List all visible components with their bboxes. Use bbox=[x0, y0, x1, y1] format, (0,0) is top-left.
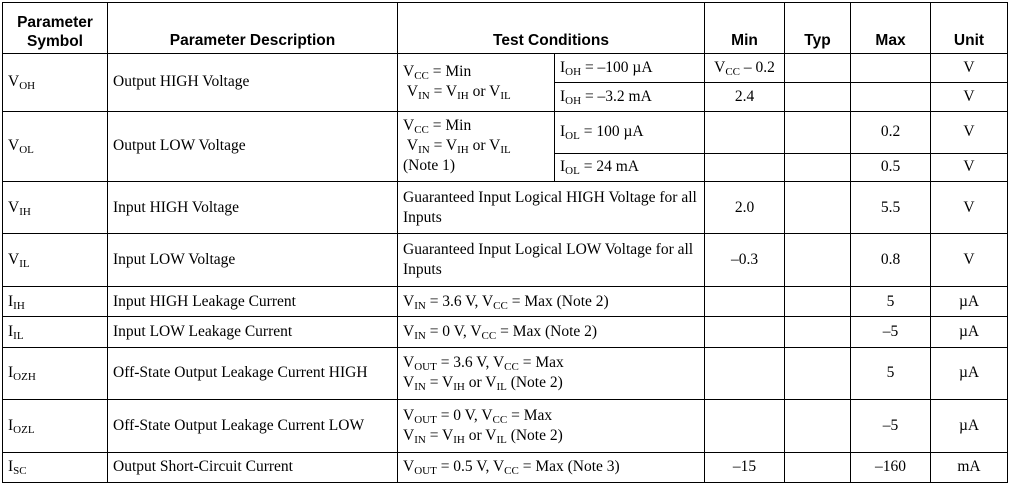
typ-vol-2 bbox=[785, 153, 851, 181]
symbol-isc: $I_{SC}$ bbox=[3, 452, 108, 482]
conditions-isc: $V_{OUT} = 0.5$ V, $V_{CC}$ = Max (Note 3) bbox=[398, 452, 705, 482]
subcondition-iol-100ua: $I_{OL} = 100$ µA bbox=[555, 112, 705, 153]
symbol-vil: $V_{IL}$ bbox=[3, 234, 108, 287]
unit-isc: mA bbox=[931, 452, 1008, 482]
min-vil: –0.3 bbox=[705, 234, 785, 287]
conditions-vih: Guaranteed Input Logical HIGH Voltage for all Inputs bbox=[398, 181, 705, 234]
description-iih: Input HIGH Leakage Current bbox=[108, 286, 398, 316]
table-row bbox=[3, 53, 1008, 82]
max-iozh: 5 bbox=[851, 347, 931, 400]
conditions-vol: $V_{CC}$ = Min $V_{IN} = V_{IH}$ or $V_{IL}$ (Note 1) bbox=[398, 112, 555, 182]
typ-voh-2 bbox=[785, 82, 851, 111]
unit-vih: V bbox=[931, 181, 1008, 234]
conditions-iih: $V_{IN} = 3.6$ V, $V_{CC}$ = Max (Note 2) bbox=[398, 286, 705, 316]
min-isc: –15 bbox=[705, 452, 785, 482]
typ-voh-1 bbox=[785, 53, 851, 82]
header-description: Parameter Description bbox=[108, 3, 398, 54]
min-voh-1: $V_{CC} - 0.2$ bbox=[705, 53, 785, 82]
unit-voh-1: V bbox=[931, 53, 1008, 82]
min-iil bbox=[705, 317, 785, 347]
typ-iozh bbox=[785, 347, 851, 400]
min-vih: 2.0 bbox=[705, 181, 785, 234]
description-voh: Output HIGH Voltage bbox=[108, 53, 398, 112]
table-row bbox=[3, 286, 1008, 316]
table-row bbox=[3, 347, 1008, 400]
unit-iozl: µA bbox=[931, 400, 1008, 453]
symbol-iih: $I_{IH}$ bbox=[3, 286, 108, 316]
header-row bbox=[3, 3, 1008, 54]
unit-iih: µA bbox=[931, 286, 1008, 316]
min-iozh bbox=[705, 347, 785, 400]
description-iozh: Off-State Output Leakage Current HIGH bbox=[108, 347, 398, 400]
min-iih bbox=[705, 286, 785, 316]
typ-iih bbox=[785, 286, 851, 316]
max-vol-1: 0.2 bbox=[851, 112, 931, 153]
max-vih: 5.5 bbox=[851, 181, 931, 234]
symbol-iil: $I_{IL}$ bbox=[3, 317, 108, 347]
table-row bbox=[3, 317, 1008, 347]
unit-iozh: µA bbox=[931, 347, 1008, 400]
unit-vil: V bbox=[931, 234, 1008, 287]
header-unit: Unit bbox=[931, 3, 1008, 54]
unit-vol-1: V bbox=[931, 112, 1008, 153]
header-test-conditions: Test Conditions bbox=[398, 3, 705, 54]
max-vil: 0.8 bbox=[851, 234, 931, 287]
max-iozl: –5 bbox=[851, 400, 931, 453]
max-voh-2 bbox=[851, 82, 931, 111]
typ-vol-1 bbox=[785, 112, 851, 153]
description-isc: Output Short-Circuit Current bbox=[108, 452, 398, 482]
conditions-iil: $V_{IN} = 0$ V, $V_{CC}$ = Max (Note 2) bbox=[398, 317, 705, 347]
max-voh-1 bbox=[851, 53, 931, 82]
subcondition-ioh-3.2ma: $I_{OH} = -3.2$ mA bbox=[555, 82, 705, 111]
header-max: Max bbox=[851, 3, 931, 54]
max-iih: 5 bbox=[851, 286, 931, 316]
typ-iil bbox=[785, 317, 851, 347]
max-iil: –5 bbox=[851, 317, 931, 347]
subcondition-iol-24ma: $I_{OL} = 24$ mA bbox=[555, 153, 705, 181]
header-typ: Typ bbox=[785, 3, 851, 54]
table-row bbox=[3, 452, 1008, 482]
description-vih: Input HIGH Voltage bbox=[108, 181, 398, 234]
table-row bbox=[3, 112, 1008, 153]
symbol-iozh: $I_{OZH}$ bbox=[3, 347, 108, 400]
conditions-voh: $V_{CC}$ = Min $V_{IN} = V_{IH}$ or $V_{IL}$ bbox=[398, 53, 555, 112]
table-row bbox=[3, 234, 1008, 287]
unit-voh-2: V bbox=[931, 82, 1008, 111]
table-row bbox=[3, 400, 1008, 453]
table-row bbox=[3, 181, 1008, 234]
description-iil: Input LOW Leakage Current bbox=[108, 317, 398, 347]
description-vol: Output LOW Voltage bbox=[108, 112, 398, 182]
min-vol-2 bbox=[705, 153, 785, 181]
symbol-iozl: $I_{OZL}$ bbox=[3, 400, 108, 453]
header-min: Min bbox=[705, 3, 785, 54]
symbol-vol: $V_{OL}$ bbox=[3, 112, 108, 182]
min-voh-2: 2.4 bbox=[705, 82, 785, 111]
conditions-iozh: $V_{OUT} = 3.6$ V, $V_{CC}$ = Max $V_{IN} = V_{IH}$ or $V_{IL}$ (Note 2) bbox=[398, 347, 705, 400]
unit-iil: µA bbox=[931, 317, 1008, 347]
description-iozl: Off-State Output Leakage Current LOW bbox=[108, 400, 398, 453]
conditions-vil: Guaranteed Input Logical LOW Voltage for all Inputs bbox=[398, 234, 705, 287]
typ-isc bbox=[785, 452, 851, 482]
symbol-voh: $V_{OH}$ bbox=[3, 53, 108, 112]
dc-characteristics-table bbox=[2, 2, 1008, 483]
min-iozl bbox=[705, 400, 785, 453]
description-vil: Input LOW Voltage bbox=[108, 234, 398, 287]
max-vol-2: 0.5 bbox=[851, 153, 931, 181]
header-symbol: Parameter Symbol bbox=[3, 3, 108, 54]
symbol-vih: $V_{IH}$ bbox=[3, 181, 108, 234]
subcondition-ioh-100ua: $I_{OH} = -100$ µA bbox=[555, 53, 705, 82]
typ-iozl bbox=[785, 400, 851, 453]
unit-vol-2: V bbox=[931, 153, 1008, 181]
min-vol-1 bbox=[705, 112, 785, 153]
typ-vil bbox=[785, 234, 851, 287]
conditions-iozl: $V_{OUT} = 0$ V, $V_{CC}$ = Max $V_{IN} = V_{IH}$ or $V_{IL}$ (Note 2) bbox=[398, 400, 705, 453]
max-isc: –160 bbox=[851, 452, 931, 482]
typ-vih bbox=[785, 181, 851, 234]
